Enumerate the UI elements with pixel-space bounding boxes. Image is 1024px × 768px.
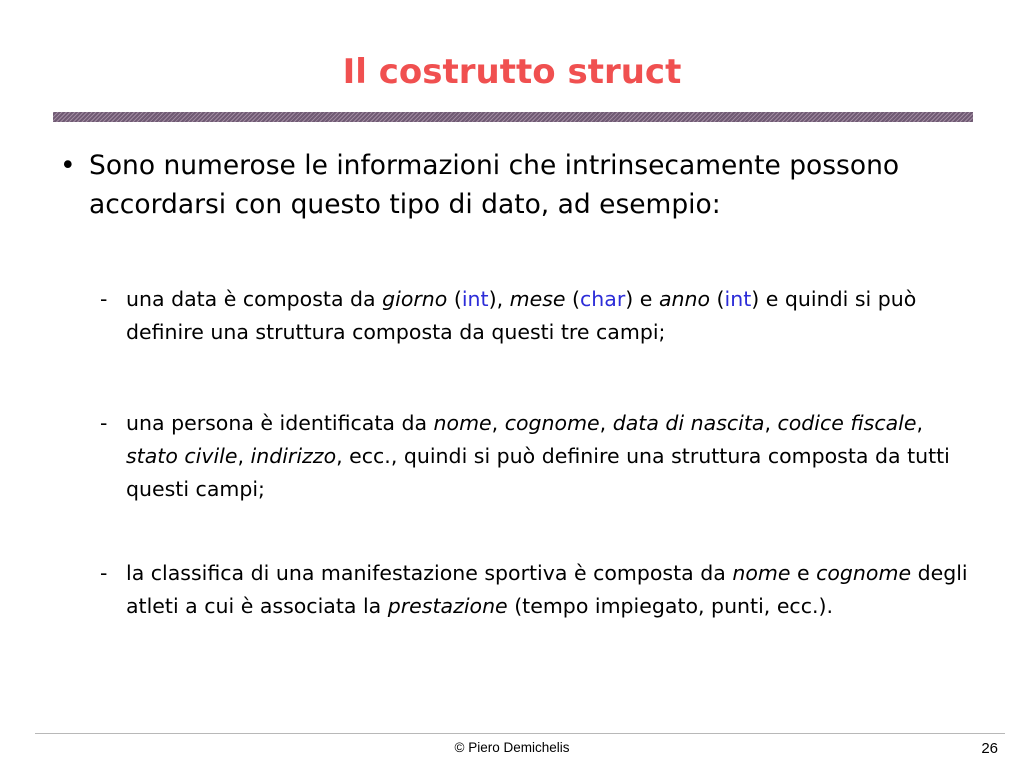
type-keyword: int xyxy=(461,287,489,311)
dash-icon: - xyxy=(100,411,108,435)
example-person xyxy=(100,407,980,506)
field-name: cognome xyxy=(504,411,600,435)
text-segment: degli atleti a cui è associata la xyxy=(126,561,968,618)
example-date xyxy=(100,283,980,349)
field-name: nome xyxy=(433,411,492,435)
footer-copyright: © Piero Demichelis xyxy=(454,740,570,755)
field-name: data di nascita xyxy=(612,411,765,435)
main-bullet-text: Sono numerose le informazioni che intrinsecamente possono accordarsi con questo tipo di dato, ad esempio: xyxy=(89,150,900,220)
text-segment: la classifica di una manifestazione sportiva è composta da xyxy=(126,561,733,585)
dash-icon: - xyxy=(100,287,108,311)
field-name: mese xyxy=(509,287,566,311)
text-segment: una persona è identificata da xyxy=(126,411,434,435)
example-person-text xyxy=(126,407,980,506)
text-segment: ) e quindi si può definire una struttura composta da questi tre campi; xyxy=(126,287,917,344)
page-number: 26 xyxy=(981,740,998,757)
text-segment: , xyxy=(599,411,613,435)
example-ranking-text xyxy=(126,557,980,623)
text-segment: , xyxy=(916,411,924,435)
field-name: giorno xyxy=(382,287,448,311)
text-segment: , ecc., quindi si può definire una struttura composta da tutti questi campi; xyxy=(126,444,950,501)
text-segment: una data è composta da xyxy=(126,287,383,311)
dash-icon: - xyxy=(100,561,108,585)
text-segment: (tempo impiegato, punti, ecc.). xyxy=(507,594,833,618)
field-name: cognome xyxy=(816,561,912,585)
text-segment: ( xyxy=(447,287,462,311)
field-name: stato civile xyxy=(126,444,238,468)
text-segment: ( xyxy=(565,287,581,311)
field-name: anno xyxy=(658,287,711,311)
text-segment: , xyxy=(491,411,505,435)
title-divider xyxy=(53,112,973,122)
text-segment: ( xyxy=(710,287,725,311)
text-segment: , xyxy=(764,411,778,435)
text-segment: ), xyxy=(488,287,510,311)
field-name: nome xyxy=(732,561,791,585)
slide-title: Il costrutto struct xyxy=(342,52,682,92)
text-segment: ) e xyxy=(625,287,659,311)
type-keyword: char xyxy=(580,287,626,311)
bullet-icon: • xyxy=(60,150,76,181)
field-name: prestazione xyxy=(387,594,508,618)
example-ranking xyxy=(100,557,980,623)
field-name: codice fiscale xyxy=(777,411,917,435)
example-date-text xyxy=(126,283,980,349)
field-name: indirizzo xyxy=(250,444,337,468)
text-segment: , xyxy=(237,444,251,468)
text-segment: e xyxy=(790,561,817,585)
main-bullet xyxy=(60,146,960,224)
footer-divider xyxy=(35,733,1005,734)
type-keyword: int xyxy=(724,287,752,311)
